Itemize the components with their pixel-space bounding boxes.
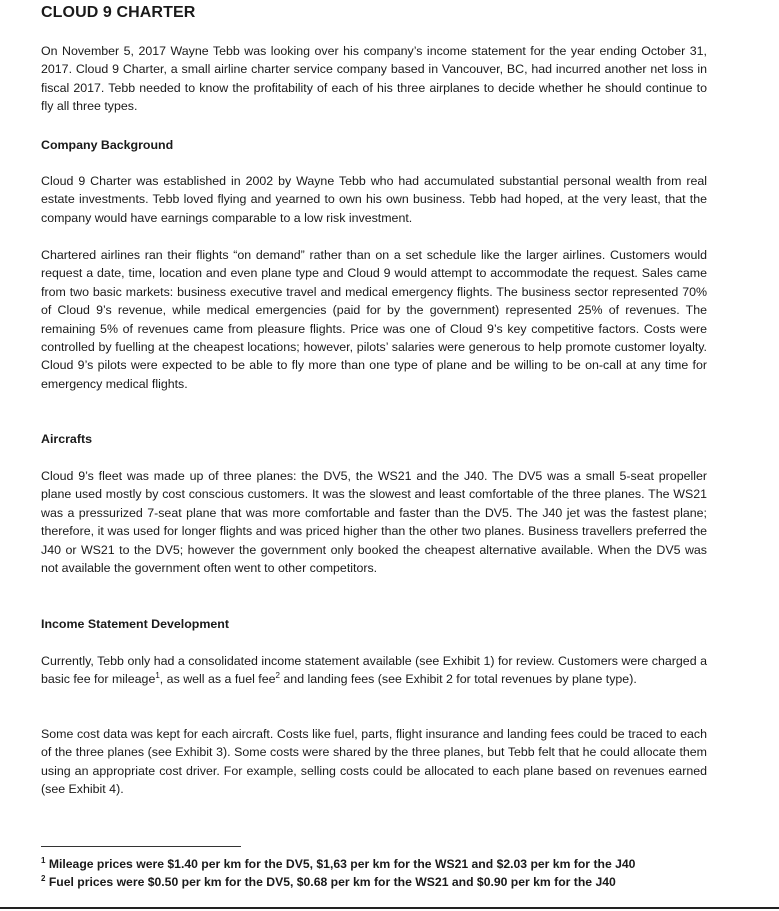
footnote-2-text: Fuel prices were $0.50 per km for the DV5, $0.68 per km for the WS21 and $0.90 per km for the J40	[45, 875, 616, 889]
footnote-1	[41, 855, 741, 873]
footnote-ref-1: 1	[155, 671, 160, 681]
footnote-divider	[41, 846, 241, 847]
footnote-1-mark: 1	[41, 855, 46, 865]
footnote-ref-2: 2	[275, 671, 280, 681]
income-paragraph-1-part-c: and landing fees (see Exhibit 2 for total revenues by plane type).	[279, 672, 637, 687]
income-paragraph-1-part-b: , as well as a fuel fee	[159, 672, 276, 687]
document-title: CLOUD 9 CHARTER	[41, 4, 196, 21]
income-paragraph-1	[41, 652, 707, 689]
heading-income-statement-development: Income Statement Development	[41, 617, 229, 631]
footnote-2-mark: 2	[41, 873, 46, 883]
income-paragraph-2: Some cost data was kept for each aircraft. Costs like fuel, parts, flight insurance and landing fees could be traced to each of the three planes (see Exhibit 3). Some costs were shared by the three planes, but Tebb felt that he could allocate them using an appropriate cost driver. For example, selling costs could be allocated to each plane based on revenues earned (see Exhibit 4).	[41, 727, 707, 797]
intro-paragraph: On November 5, 2017 Wayne Tebb was looking over his company’s income statement for the year ending October 31, 2017. Cloud 9 Charter, a small airline charter service company based in Vancouver, BC, had incurred another net loss in fiscal 2017. Tebb needed to know the profitability of each of his three airplanes to decide whether he should continue to fly all three types.	[41, 44, 707, 114]
footnote-2	[41, 873, 741, 891]
income-paragraph-1-part-a: Currently, Tebb only had a consolidated income statement available (see Exhibit 1) for review. Customers were charged a basic fee for mileage	[41, 654, 707, 687]
footnote-1-text: Mileage prices were $1.40 per km for the DV5, $1,63 per km for the WS21 and $2.03 per km for the J40	[45, 857, 636, 871]
heading-aircrafts: Aircrafts	[41, 432, 92, 446]
background-paragraph-1: Cloud 9 Charter was established in 2002 by Wayne Tebb who had accumulated substantial personal wealth from real estate investments. Tebb loved flying and yearned to own his own business. Tebb had hoped, at the very least, that the company would have earnings comparable to a low risk investment.	[41, 174, 707, 225]
page-bottom-border	[0, 907, 779, 909]
heading-company-background: Company Background	[41, 138, 174, 152]
background-paragraph-2: Chartered airlines ran their flights “on demand” rather than on a set schedule like the larger airlines. Customers would request a date, time, location and even plane type and Cloud 9 would attempt to accommodate the request. Sales came from two basic markets: business executive travel and medical emergency flights. The business sector represented 70% of Cloud 9’s revenue, while medical emergencies (paid for by the government) represented 25% of revenues. The remaining 5% of revenues came from pleasure flights. Price was one of Cloud 9’s key competitive factors. Costs were controlled by fuelling at the cheapest locations; however, pilots’ salaries were generous to help promote customer loyalty. Cloud 9’s pilots were expected to be able to fly more than one type of plane and be willing to be on-call at any time for emergency medical flights.	[41, 248, 707, 391]
aircrafts-paragraph: Cloud 9’s fleet was made up of three planes: the DV5, the WS21 and the J40. The DV5 was a small 5-seat propeller plane used mostly by cost conscious customers. It was the slowest and least comfortable of the three planes. The WS21 was a pressurized 7-seat plane that was more comfortable and faster than the DV5. The J40 jet was the fastest plane; therefore, it was used for longer flights and was priced higher than the other two planes. Business travellers preferred the J40 or WS21 to the DV5; however the government only booked the cheapest alternative available. When the DV5 was not available the government often went to other competitors.	[41, 469, 707, 576]
